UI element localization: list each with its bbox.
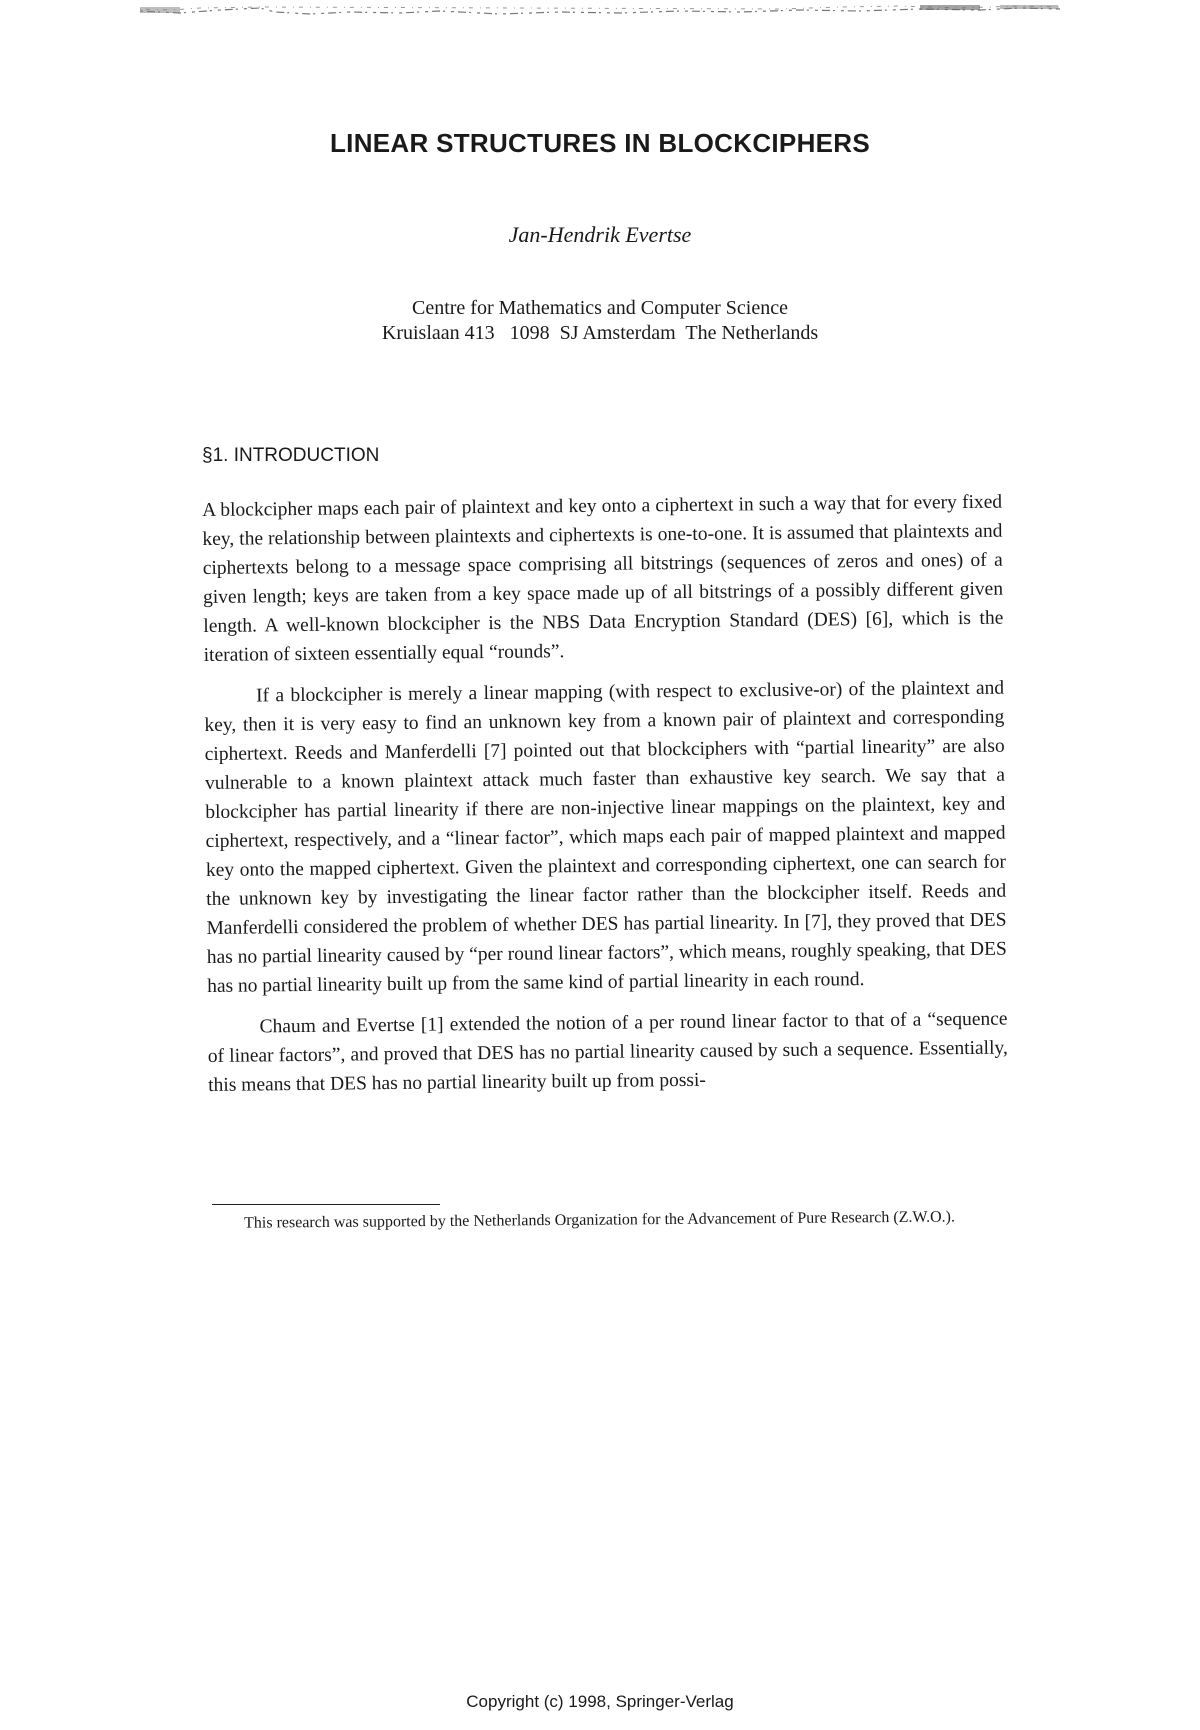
body-paragraph-1: A blockcipher maps each pair of plaintext and key onto a ciphertext in such a way that for every fixed key, the relationship between plaintexts and ciphertexts is one-to-one. It is assumed that plaintexts and ciphertexts belong to a message space comprising all bitstrings (sequences of zeros and ones) of a given length; keys are taken from a key space made up of all bitstrings of a possibly different given length. A well-known blockcipher is the NBS Data Encryption Standard (DES) [6], which is the iteration of sixteen essentially equal “rounds”. <box>202 491 1004 666</box>
paper-title: LINEAR STRUCTURES IN BLOCKCIPHERS <box>329 128 871 158</box>
scan-edge-artifact <box>140 4 1060 18</box>
copyright-notice: Copyright (c) 1998, Springer-Verlag <box>466 1692 734 1711</box>
scan-noise-graphic <box>140 4 1060 18</box>
affiliation-line-address: Kruislaan 413 1098 SJ Amsterdam The Netherlands <box>381 322 819 344</box>
footnote-text: This research was supported by the Netherlands Organization for the Advancement of Pure Research (Z.W.O.). <box>244 1208 956 1232</box>
author-affiliation <box>0 296 1200 346</box>
footnote-divider <box>212 1204 440 1205</box>
affiliation-line-institution: Centre for Mathematics and Computer Science <box>412 297 788 319</box>
body-paragraph-2: If a blockcipher is merely a linear mapping (with respect to exclusive-or) of the plaintext and key, then it is very easy to find an unknown key from a known pair of plaintext and corresponding ciphertext. Reeds and Manferdelli [7] pointed out that blockciphers with “partial linearity” are also vulnerable to a known plaintext attack much faster than exhaustive key search. We say that a blockcipher has partial linearity if there are non-injective linear mappings on the plaintext, key and ciphertext, respectively, and a “linear factor”, which maps each pair of mapped plaintext and mapped key onto the mapped ciphertext. Given the plaintext and corresponding ciphertext, one can search for the unknown key by investigating the linear factor rather than the blockcipher itself. Reeds and Manferdelli considered the problem of whether DES has partial linearity. In [7], they proved that DES has no partial linearity caused by “per round linear factors”, which means, roughly speaking, that DES has no partial linearity built up from the same kind of partial linearity in each round. <box>204 677 1007 997</box>
paper-author: Jan-Hendrik Evertse <box>508 222 692 247</box>
body-paragraph-3: Chaum and Evertse [1] extended the notion of a per round linear factor to that of a “sequence of linear factors”, and proved that DES has no partial linearity caused by such a sequence. Essentially, this means that DES has no partial linearity built up from possi- <box>207 1008 1008 1096</box>
section-heading-introduction: §1. INTRODUCTION <box>202 445 380 466</box>
section-body <box>202 488 1008 1112</box>
